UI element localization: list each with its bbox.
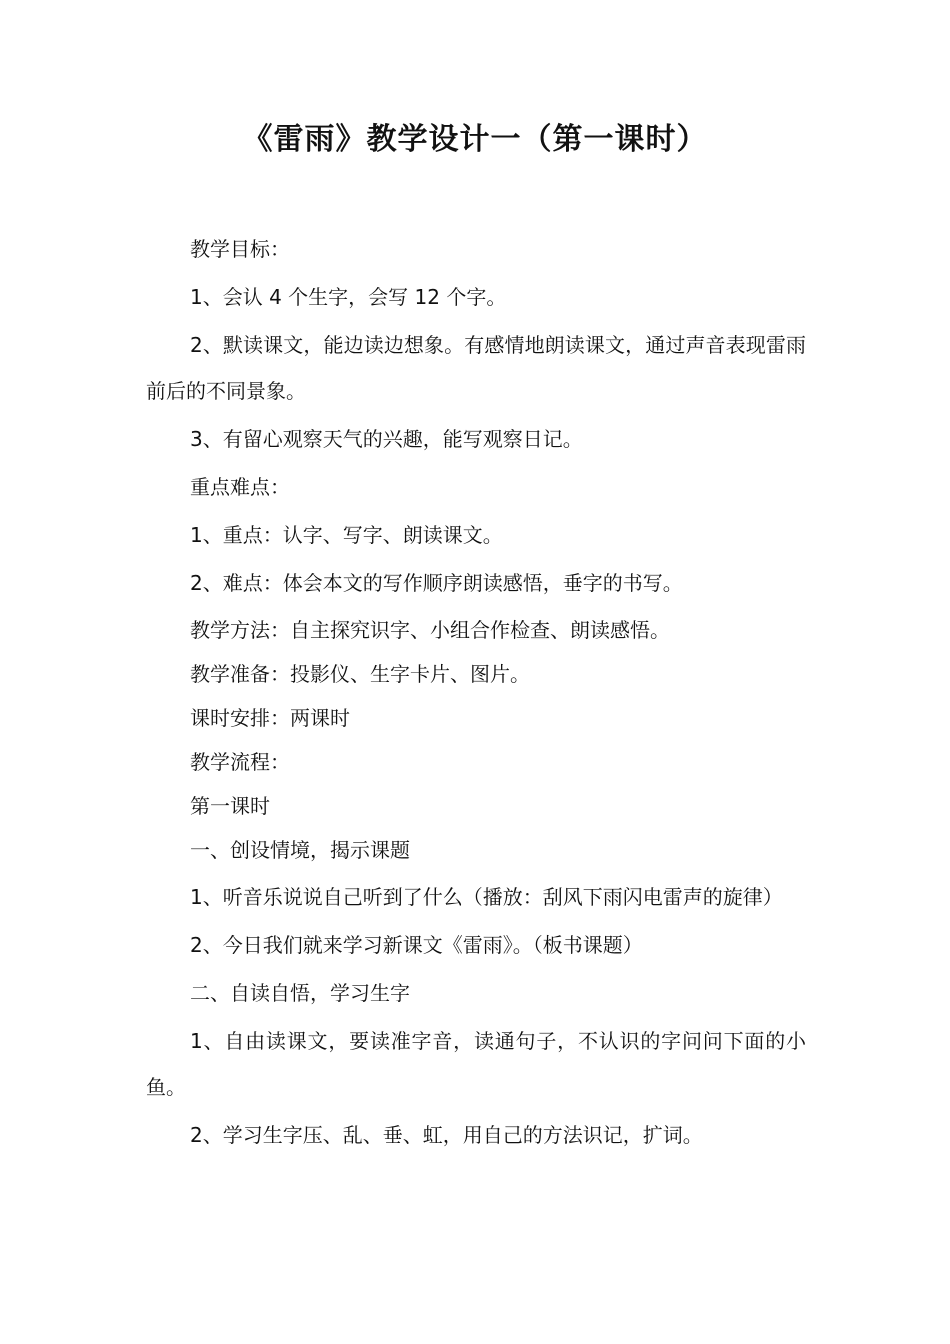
paragraph-section-2: 二、自读自悟，学习生字 [190,981,410,1005]
paragraph-goal-1: 1、会认 4 个生字，会写 12 个字。 [190,285,507,309]
paragraph-goal-3: 3、有留心观察天气的兴趣，能写观察日记。 [190,427,583,451]
paragraph-teaching-method: 教学方法：自主探究识字、小组合作检查、朗读感悟。 [190,618,670,642]
paragraph-schedule: 课时安排：两课时 [190,706,350,730]
document-body [146,226,806,1158]
paragraph-process-heading: 教学流程： [190,750,290,774]
paragraph-section-1-item-2: 2、今日我们就来学习新课文《雷雨》。（板书课题） [190,933,643,957]
paragraph-section-2-item-2: 2、学习生字压、乱、垂、虹，用自己的方法识记，扩词。 [190,1123,703,1147]
paragraph-key-points-heading: 重点难点： [190,475,290,499]
paragraph-section-1-item-1: 1、听音乐说说自己听到了什么（播放：刮风下雨闪电雷声的旋律） [190,885,783,909]
document-title: 《雷雨》教学设计一（第一课时） [242,122,708,157]
paragraph-teaching-goals-heading: 教学目标： [190,237,290,261]
paragraph-section-1: 一、创设情境，揭示课题 [190,838,410,862]
paragraph-teaching-preparation: 教学准备：投影仪、生字卡片、图片。 [190,662,530,686]
paragraph-key-point: 1、重点：认字、写字、朗读课文。 [190,523,503,547]
paragraph-section-2-item-1: 1、自由读课文，要读准字音，读通句子，不认识的字问问下面的小鱼。 [146,1029,806,1099]
paragraph-first-lesson: 第一课时 [190,794,270,818]
paragraph-goal-2: 2、默读课文，能边读边想象。有感情地朗读课文，通过声音表现雷雨前后的不同景象。 [146,333,806,403]
paragraph-difficult-point: 2、难点：体会本文的写作顺序朗读感悟，垂字的书写。 [190,571,683,595]
